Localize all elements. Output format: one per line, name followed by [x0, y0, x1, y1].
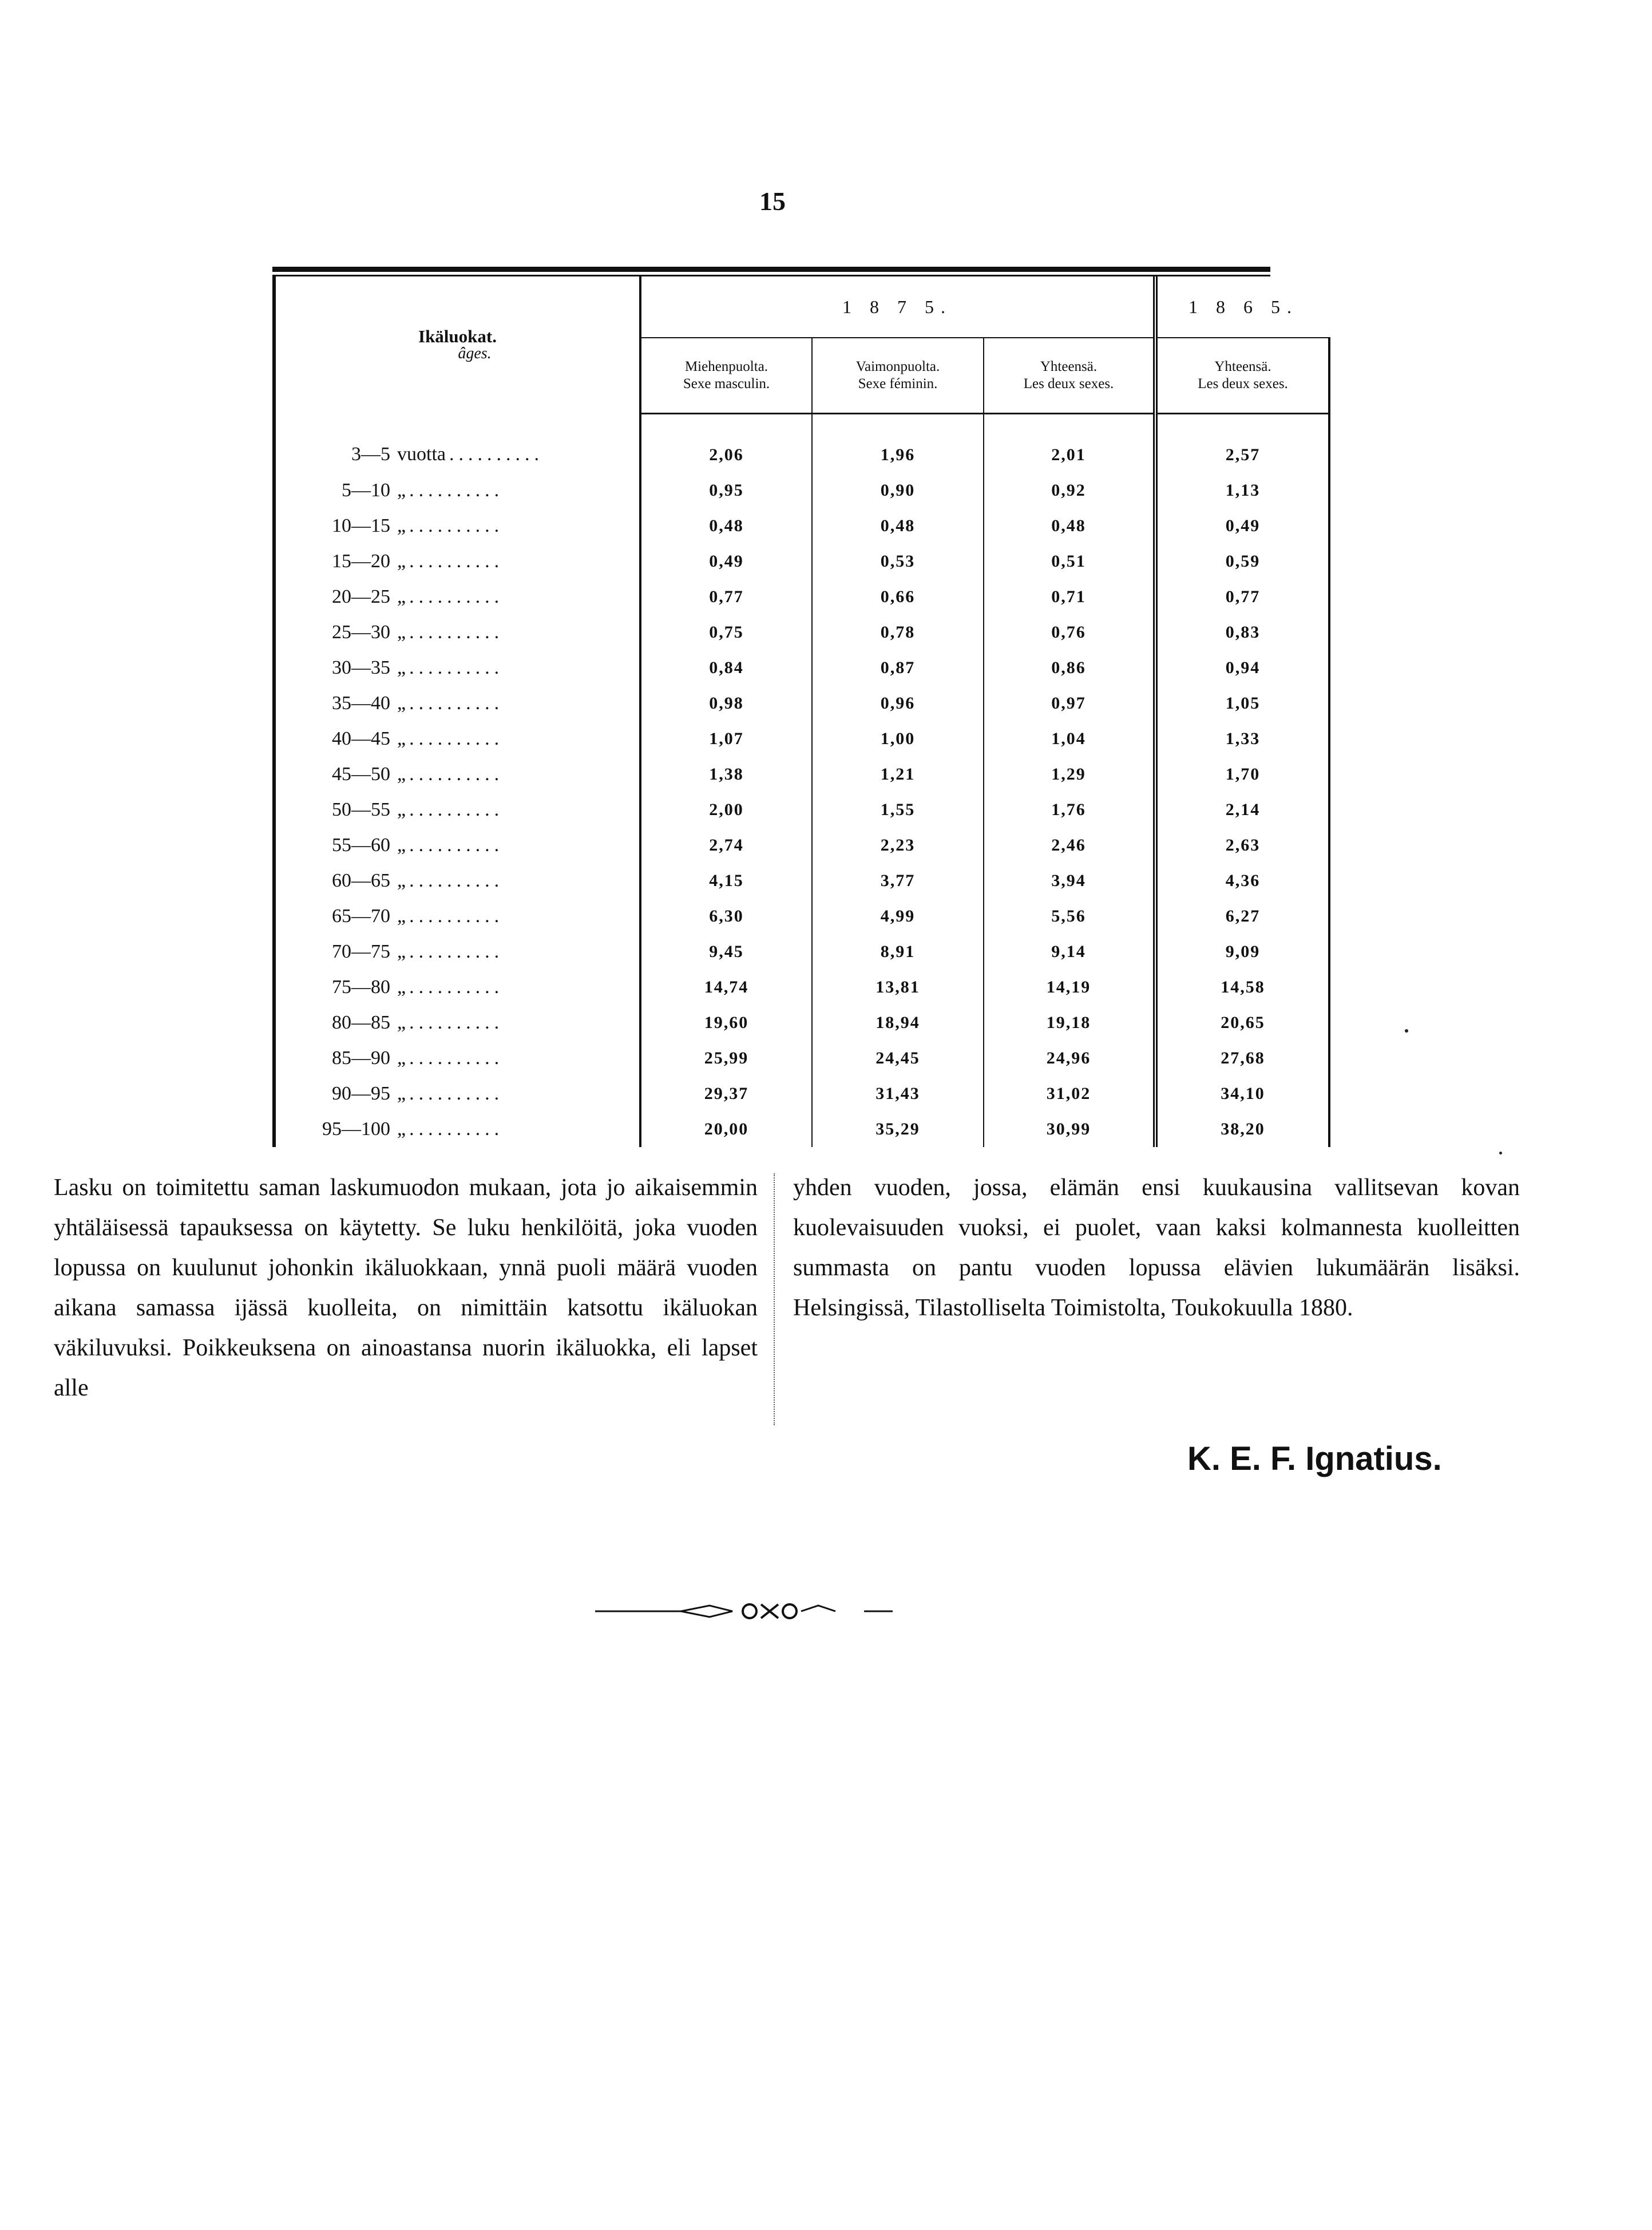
male-value: 6,30: [640, 899, 812, 934]
table-body: [274, 414, 1329, 1148]
total-1875-value: 0,51: [984, 544, 1155, 579]
header-female-fi: Vaimonpuolta.: [855, 359, 940, 374]
female-value: 18,94: [812, 1005, 984, 1041]
total-1865-value: 0,49: [1155, 508, 1329, 544]
mortality-table-grid: [272, 276, 1330, 1147]
total-1875-value: 2,01: [984, 414, 1155, 473]
age-range: 65—70: [332, 906, 390, 927]
total-1875-value: 1,76: [984, 792, 1155, 828]
age-range: 45—50: [332, 764, 390, 785]
female-value: 4,99: [812, 899, 984, 934]
total-1875-value: 24,96: [984, 1041, 1155, 1076]
age-unit: „: [397, 693, 406, 714]
total-1865-value: 6,27: [1155, 899, 1329, 934]
column-divider: [774, 1173, 775, 1425]
age-unit: „: [397, 906, 406, 927]
female-value: 3,77: [812, 863, 984, 899]
leader-dots: ..........: [409, 515, 504, 536]
male-value: 0,84: [640, 650, 812, 686]
header-total-1865-fi: Yhteensä.: [1214, 359, 1271, 374]
male-value: 19,60: [640, 1005, 812, 1041]
header-total-1865: [1155, 338, 1329, 414]
total-1865-value: 0,77: [1155, 579, 1329, 615]
header-age-group: [274, 276, 640, 414]
female-value: 1,21: [812, 757, 984, 792]
female-value: 0,90: [812, 473, 984, 508]
total-1865-value: 1,13: [1155, 473, 1329, 508]
header-male: [640, 338, 812, 414]
age-range: 3—5: [351, 444, 390, 465]
header-age-label: Ikäluokat.: [418, 326, 497, 346]
total-1865-value: 14,58: [1155, 970, 1329, 1005]
female-value: 8,91: [812, 934, 984, 970]
header-total-1875: [984, 338, 1155, 414]
male-value: 0,48: [640, 508, 812, 544]
age-cell: [274, 414, 640, 473]
total-1875-value: 0,71: [984, 579, 1155, 615]
age-unit: „: [397, 1012, 406, 1033]
age-unit: „: [397, 515, 406, 536]
header-male-fr: Sexe masculin.: [683, 376, 770, 392]
header-total-1865-fr: Les deux sexes.: [1198, 376, 1288, 392]
age-cell: [274, 970, 640, 1005]
age-range: 95—100: [322, 1118, 390, 1140]
male-value: 20,00: [640, 1112, 812, 1147]
female-value: 1,00: [812, 721, 984, 757]
table-row: [274, 757, 1329, 792]
leader-dots: ..........: [409, 941, 504, 962]
table-top-rule: [272, 267, 1270, 272]
total-1865-value: 9,09: [1155, 934, 1329, 970]
male-value: 0,77: [640, 579, 812, 615]
age-cell: [274, 650, 640, 686]
header-total-1875-fi: Yhteensä.: [1040, 359, 1098, 374]
age-unit: „: [397, 622, 406, 643]
leader-dots: ..........: [449, 444, 544, 465]
leader-dots: ..........: [409, 480, 504, 501]
female-value: 1,55: [812, 792, 984, 828]
leader-dots: ..........: [409, 906, 504, 927]
female-value: 13,81: [812, 970, 984, 1005]
male-value: 0,98: [640, 686, 812, 721]
male-value: 2,06: [640, 414, 812, 473]
age-range: 35—40: [332, 693, 390, 714]
age-unit: „: [397, 728, 406, 749]
male-value: 0,75: [640, 615, 812, 650]
table-row: [274, 828, 1329, 863]
total-1865-value: 1,70: [1155, 757, 1329, 792]
total-1865-value: 20,65: [1155, 1005, 1329, 1041]
header-female-fr: Sexe féminin.: [858, 376, 938, 392]
table-row: [274, 934, 1329, 970]
leader-dots: ..........: [409, 1083, 504, 1104]
age-unit: „: [397, 835, 406, 856]
age-unit: „: [397, 586, 406, 607]
total-1865-value: 2,63: [1155, 828, 1329, 863]
age-range: 70—75: [332, 941, 390, 962]
age-range: 55—60: [332, 835, 390, 856]
female-value: 0,96: [812, 686, 984, 721]
total-1875-value: 9,14: [984, 934, 1155, 970]
age-unit: vuotta: [397, 444, 446, 465]
age-range: 20—25: [332, 586, 390, 607]
table-row: [274, 473, 1329, 508]
age-range: 40—45: [332, 728, 390, 749]
age-cell: [274, 473, 640, 508]
female-value: 0,66: [812, 579, 984, 615]
age-cell: [274, 721, 640, 757]
mortality-table: [272, 267, 1298, 1147]
age-cell: [274, 508, 640, 544]
total-1865-value: 1,05: [1155, 686, 1329, 721]
total-1865-value: 2,14: [1155, 792, 1329, 828]
age-range: 60—65: [332, 870, 390, 891]
table-row: [274, 899, 1329, 934]
leader-dots: ..........: [409, 657, 504, 678]
total-1865-value: 0,59: [1155, 544, 1329, 579]
age-cell: [274, 1041, 640, 1076]
leader-dots: ..........: [409, 764, 504, 785]
male-value: 2,74: [640, 828, 812, 863]
age-unit: „: [397, 941, 406, 962]
leader-dots: ..........: [409, 622, 504, 643]
age-range: 80—85: [332, 1012, 390, 1033]
female-value: 24,45: [812, 1041, 984, 1076]
age-unit: „: [397, 799, 406, 820]
ornament-divider: [595, 1597, 916, 1626]
table-row: [274, 792, 1329, 828]
female-value: 0,78: [812, 615, 984, 650]
table-row: [274, 1005, 1329, 1041]
total-1865-value: 27,68: [1155, 1041, 1329, 1076]
total-1865-value: 1,33: [1155, 721, 1329, 757]
table-row: [274, 686, 1329, 721]
male-value: 14,74: [640, 970, 812, 1005]
age-unit: „: [397, 551, 406, 572]
total-1875-value: 0,76: [984, 615, 1155, 650]
age-cell: [274, 828, 640, 863]
age-unit: „: [397, 480, 406, 501]
total-1865-value: 38,20: [1155, 1112, 1329, 1147]
leader-dots: ..........: [409, 799, 504, 820]
age-range: 10—15: [332, 515, 390, 536]
body-text-left: Lasku on toimitettu saman laskumuodon mukaan, jota jo aikaisemmin yhtäläisessä tapauksessa on käytetty. Se luku henkilöitä, joka vuoden lopussa on kuulunut johonkin ikäluokkaan, ynnä puoli määrä vuoden aikana samassa ijässä kuolleita, on nimittäin katsottu ikäluokan väkiluvuksi. Poikkeuksena on ainoastansa nuorin ikäluokka, eli lapset alle: [54, 1175, 758, 1401]
leader-dots: ..........: [409, 1118, 504, 1140]
header-female: [812, 338, 984, 414]
page-number: 15: [759, 187, 786, 216]
male-value: 0,49: [640, 544, 812, 579]
age-cell: [274, 863, 640, 899]
total-1875-value: 19,18: [984, 1005, 1155, 1041]
age-cell: [274, 686, 640, 721]
leader-dots: ..........: [409, 551, 504, 572]
total-1875-value: 5,56: [984, 899, 1155, 934]
male-value: 4,15: [640, 863, 812, 899]
age-unit: „: [397, 1118, 406, 1140]
age-unit: „: [397, 870, 406, 891]
age-cell: [274, 615, 640, 650]
table-row: [274, 1112, 1329, 1147]
total-1865-value: 0,83: [1155, 615, 1329, 650]
age-cell: [274, 899, 640, 934]
total-1875-value: 2,46: [984, 828, 1155, 863]
male-value: 2,00: [640, 792, 812, 828]
age-range: 50—55: [332, 799, 390, 820]
female-value: 35,29: [812, 1112, 984, 1147]
leader-dots: ..........: [409, 976, 504, 998]
age-unit: „: [397, 764, 406, 785]
age-unit: „: [397, 976, 406, 998]
table-row: [274, 544, 1329, 579]
table-row: [274, 414, 1329, 473]
header-year-1875: 1 8 7 5.: [640, 276, 1155, 338]
age-cell: [274, 792, 640, 828]
female-value: 1,96: [812, 414, 984, 473]
female-value: 0,87: [812, 650, 984, 686]
table-row: [274, 508, 1329, 544]
leader-dots: ..........: [409, 870, 504, 891]
speck: [1499, 1152, 1502, 1154]
table-row: [274, 863, 1329, 899]
total-1875-value: 0,97: [984, 686, 1155, 721]
signature: K. E. F. Ignatius.: [1187, 1440, 1442, 1477]
table-row: [274, 970, 1329, 1005]
total-1875-value: 3,94: [984, 863, 1155, 899]
total-1875-value: 14,19: [984, 970, 1155, 1005]
age-range: 30—35: [332, 657, 390, 678]
table-row: [274, 579, 1329, 615]
age-cell: [274, 1112, 640, 1147]
total-1865-value: 2,57: [1155, 414, 1329, 473]
total-1875-value: 30,99: [984, 1112, 1155, 1147]
table-row: [274, 721, 1329, 757]
male-value: 9,45: [640, 934, 812, 970]
header-year-1865: 1 8 6 5.: [1155, 276, 1329, 338]
table-row: [274, 1041, 1329, 1076]
age-range: 25—30: [332, 622, 390, 643]
total-1875-value: 0,48: [984, 508, 1155, 544]
leader-dots: ..........: [409, 728, 504, 749]
total-1865-value: 4,36: [1155, 863, 1329, 899]
female-value: 0,48: [812, 508, 984, 544]
male-value: 25,99: [640, 1041, 812, 1076]
header-total-1875-fr: Les deux sexes.: [1023, 376, 1114, 392]
leader-dots: ..........: [409, 835, 504, 856]
male-value: 29,37: [640, 1076, 812, 1112]
female-value: 31,43: [812, 1076, 984, 1112]
male-value: 1,38: [640, 757, 812, 792]
age-cell: [274, 757, 640, 792]
age-cell: [274, 1005, 640, 1041]
leader-dots: ..........: [409, 586, 504, 607]
age-unit: „: [397, 1047, 406, 1069]
leader-dots: ..........: [409, 693, 504, 714]
speck: [1405, 1029, 1408, 1033]
total-1875-value: 0,86: [984, 650, 1155, 686]
age-range: 15—20: [332, 551, 390, 572]
age-cell: [274, 544, 640, 579]
total-1865-value: 0,94: [1155, 650, 1329, 686]
female-value: 2,23: [812, 828, 984, 863]
age-unit: „: [397, 657, 406, 678]
female-value: 0,53: [812, 544, 984, 579]
age-cell: [274, 579, 640, 615]
age-range: 85—90: [332, 1047, 390, 1069]
total-1875-value: 1,29: [984, 757, 1155, 792]
age-range: 5—10: [342, 480, 390, 501]
total-1865-value: 34,10: [1155, 1076, 1329, 1112]
header-male-fi: Miehenpuolta.: [684, 359, 768, 374]
male-value: 0,95: [640, 473, 812, 508]
table-row: [274, 650, 1329, 686]
age-cell: [274, 934, 640, 970]
age-unit: „: [397, 1083, 406, 1104]
table-row: [274, 1076, 1329, 1112]
total-1875-value: 0,92: [984, 473, 1155, 508]
age-cell: [274, 1076, 640, 1112]
age-range: 75—80: [332, 976, 390, 998]
male-value: 1,07: [640, 721, 812, 757]
age-range: 90—95: [332, 1083, 390, 1104]
leader-dots: ..........: [409, 1012, 504, 1033]
leader-dots: ..........: [409, 1047, 504, 1069]
total-1875-value: 1,04: [984, 721, 1155, 757]
header-age-label-fr: âges.: [458, 344, 492, 362]
body-text-right: yhden vuoden, jossa, elämän ensi kuukausina vallitsevan kovan kuolevaisuuden vuoksi, ei puolet, vaan kaksi kolmannesta kuolleitten summasta on pantu vuoden lopussa elävien lukumäärän lisäksi. Helsingissä, Tilastolliselta Toimistolta, Toukokuulla 1880.: [793, 1175, 1520, 1321]
total-1875-value: 31,02: [984, 1076, 1155, 1112]
table-row: [274, 615, 1329, 650]
